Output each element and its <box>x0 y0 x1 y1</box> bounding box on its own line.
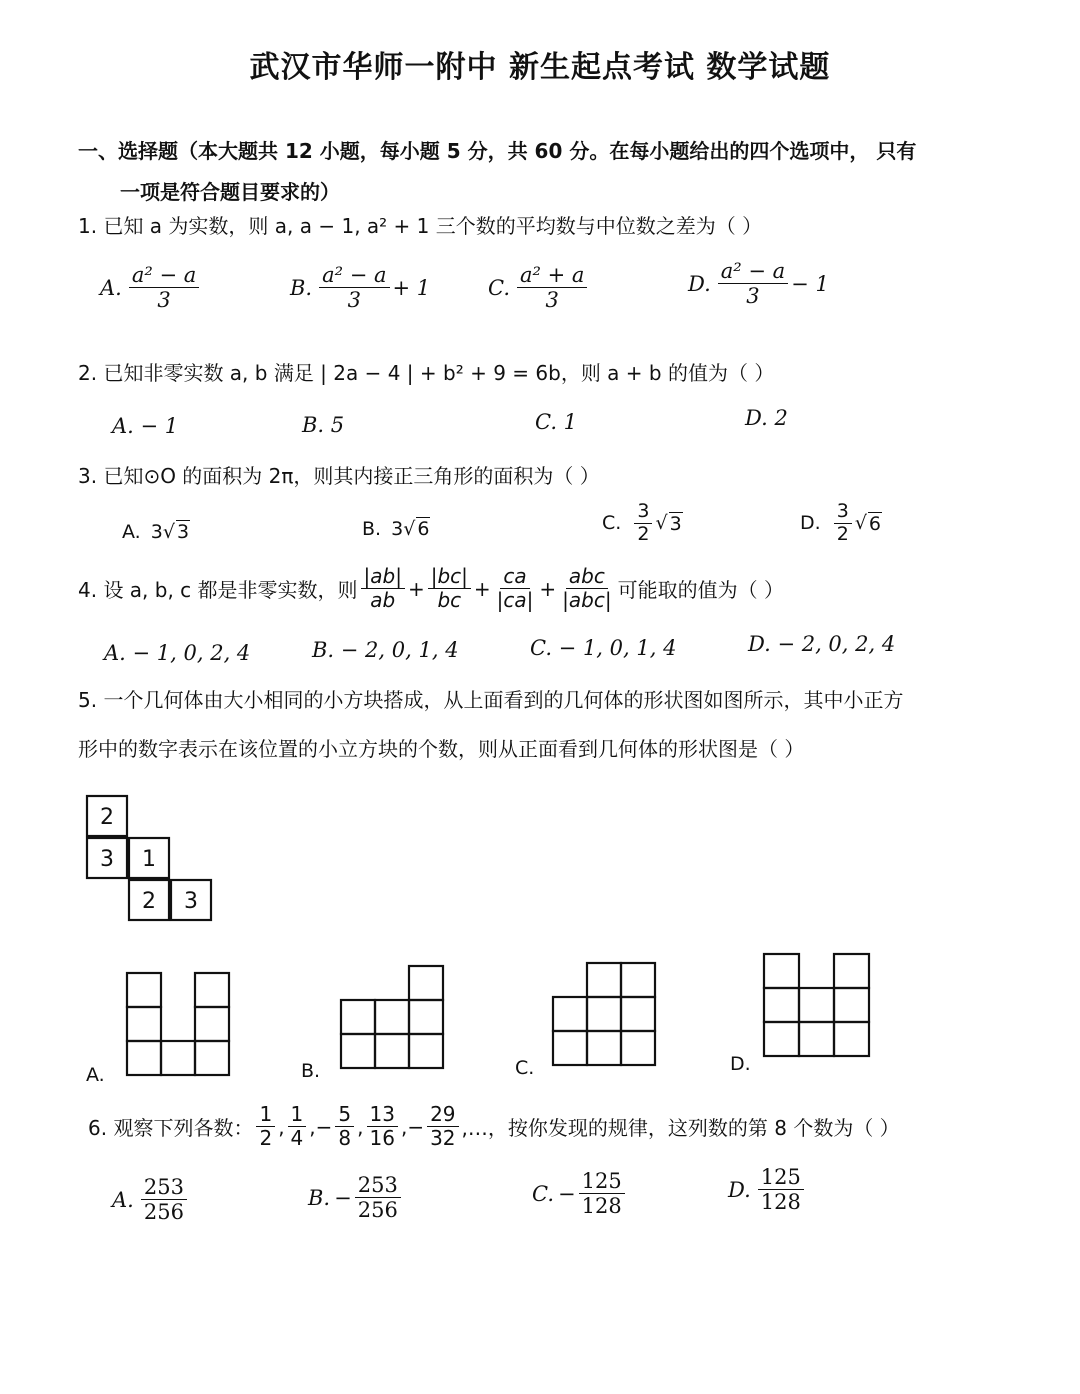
comma: , <box>400 1114 408 1139</box>
q6-prefix: 6. 观察下列各数： <box>88 1116 254 1140</box>
q4-suffix: 可能取的值为（ ） <box>617 578 784 602</box>
q5-option-d-figure[interactable] <box>761 951 873 1061</box>
q5-stem-line2: 形中的数字表示在该位置的小立方块的个数，则从正面看到几何体的形状图是（ ） <box>78 737 805 761</box>
option-letter: A. <box>100 275 122 300</box>
cube-face <box>195 973 229 1007</box>
section-heading-line1: 一、选择题（本大题共 12 小题，每小题 5 分，共 60 分。在每小题给出的四个选项中， 只有 <box>78 139 917 163</box>
numerator: 13 <box>367 1104 398 1127</box>
q1-option-b[interactable] <box>290 264 430 311</box>
q3-option-d[interactable] <box>800 502 882 545</box>
numerator: 3 <box>834 502 852 524</box>
cube-face <box>834 1022 869 1056</box>
q4-prefix: 4. 设 a, b, c 都是非零实数，则 <box>78 578 358 602</box>
denominator: 8 <box>338 1126 352 1150</box>
cube-face <box>127 1041 161 1075</box>
minus-sign: − <box>315 1114 333 1139</box>
denominator: 128 <box>760 1190 801 1215</box>
minus-sign: − <box>558 1181 576 1206</box>
q5-option-c-label[interactable]: C. <box>515 1057 535 1079</box>
top-view-count: 1 <box>142 847 156 872</box>
q2-stem: 2. 已知非零实数 a, b 满足 | 2a − 4 | + b² + 9 = 6b，则 a + b 的值为（ ） <box>78 361 775 385</box>
q2-option-d[interactable]: D. 2 <box>745 406 788 430</box>
cube-face <box>764 1022 799 1056</box>
option-letter: B. <box>362 517 382 540</box>
cube-face <box>621 963 655 997</box>
sequence-term <box>367 1104 398 1149</box>
sequence-term <box>256 1104 275 1149</box>
sqrt-sign: √ <box>854 512 867 535</box>
denominator: 16 <box>369 1126 395 1150</box>
top-view-count: 3 <box>100 847 114 872</box>
q3-stem: 3. 已知⊙O 的面积为 2π，则其内接正三角形的面积为（ ） <box>78 464 600 488</box>
cube-face <box>161 1041 195 1075</box>
comma: , <box>309 1114 316 1139</box>
fraction <box>634 502 652 545</box>
fraction <box>129 264 199 311</box>
sqrt-sign: √ <box>162 520 175 543</box>
numerator: |bc| <box>428 566 471 589</box>
cube-face <box>409 1034 443 1068</box>
numerator: a² − a <box>319 264 389 288</box>
numerator: a² − a <box>718 260 788 284</box>
sequence-term <box>335 1104 354 1149</box>
q5-option-a-label[interactable]: A. <box>86 1064 105 1086</box>
cube-face <box>375 1000 409 1034</box>
numerator: 253 <box>141 1176 187 1200</box>
coefficient: 3 <box>150 520 163 543</box>
numerator: a² + a <box>517 264 587 288</box>
top-view-count: 2 <box>142 889 156 914</box>
q4-option-a[interactable]: A. − 1, 0, 2, 4 <box>104 641 251 665</box>
q5-option-d-label[interactable]: D. <box>730 1053 751 1075</box>
q5-option-a-figure[interactable] <box>124 970 234 1080</box>
denominator: ab <box>370 588 396 612</box>
cube-face <box>834 988 869 1022</box>
denominator: 2 <box>836 522 849 545</box>
minus-sign: − <box>407 1114 425 1139</box>
cube-face <box>341 1000 375 1034</box>
fraction <box>579 1170 625 1217</box>
radicand: 3 <box>176 521 190 543</box>
fraction-ca <box>494 566 537 611</box>
fraction <box>718 260 788 307</box>
section-heading-line2: 一项是符合题目要求的） <box>120 180 340 204</box>
page-title: 武汉市华师一附中 新生起点考试 数学试题 <box>249 50 831 85</box>
cube-face <box>195 1007 229 1041</box>
option-letter: C. <box>488 275 510 300</box>
fraction <box>355 1174 401 1221</box>
q6-option-d[interactable] <box>728 1166 807 1213</box>
denominator: |ca| <box>496 588 534 612</box>
numerator: a² − a <box>129 264 199 288</box>
numerator: 3 <box>634 502 652 524</box>
comma: , <box>357 1114 364 1139</box>
q1-stem: 1. 已知 a 为实数，则 a, a − 1, a² + 1 三个数的平均数与中位数之差为（ ） <box>78 214 763 238</box>
denominator: 256 <box>143 1200 184 1225</box>
sequence-term <box>427 1104 458 1149</box>
option-letter: D. <box>728 1177 751 1202</box>
option-tail: − 1 <box>791 271 829 296</box>
option-letter: D. <box>800 512 821 535</box>
q5-option-b-figure[interactable] <box>338 963 446 1073</box>
q2-option-c[interactable]: C. 1 <box>535 410 578 434</box>
denominator: 4 <box>290 1126 304 1150</box>
option-letter: A. <box>122 520 141 543</box>
denominator: |abc| <box>562 588 612 612</box>
radicand: 6 <box>868 512 882 535</box>
fraction <box>517 264 587 311</box>
q5-option-b-label[interactable]: B. <box>301 1060 321 1082</box>
fraction <box>834 502 852 545</box>
q1-option-a[interactable] <box>100 264 202 311</box>
denominator: 32 <box>430 1126 456 1150</box>
cube-face <box>764 988 799 1022</box>
top-view-count: 3 <box>184 889 198 914</box>
q4-option-d[interactable]: D. − 2, 0, 2, 4 <box>748 632 896 656</box>
q2-option-b[interactable]: B. 5 <box>302 413 345 437</box>
cube-face <box>409 966 443 1000</box>
q6-stem <box>88 1104 900 1149</box>
denominator: 2 <box>259 1126 273 1150</box>
cube-face <box>621 1031 655 1065</box>
option-letter: D. <box>688 271 711 296</box>
fraction-bc <box>428 566 471 611</box>
q5-option-c-figure[interactable] <box>550 960 660 1070</box>
cube-face <box>195 1041 229 1075</box>
cube-face <box>553 1031 587 1065</box>
denominator: 3 <box>157 288 171 313</box>
denominator: 256 <box>357 1198 398 1223</box>
coefficient: 3 <box>391 517 404 540</box>
q6-suffix: ,…，按你发现的规律，这列数的第 8 个数为（ ） <box>461 1116 900 1140</box>
cube-face <box>341 1034 375 1068</box>
sqrt-sign: √ <box>403 517 416 540</box>
plus-sign: + <box>539 576 557 601</box>
denominator: 128 <box>581 1194 622 1219</box>
q6-option-c[interactable] <box>532 1170 628 1217</box>
q1-option-c[interactable] <box>488 264 590 311</box>
denominator: bc <box>437 588 462 612</box>
minus-sign: − <box>334 1185 352 1210</box>
cube-face <box>127 973 161 1007</box>
top-view-count: 2 <box>100 805 114 830</box>
comma: , <box>278 1114 285 1139</box>
option-letter: B. <box>290 275 313 300</box>
option-letter: C. <box>602 512 622 535</box>
cube-face <box>553 997 587 1031</box>
numerator: 1 <box>256 1104 275 1127</box>
q4-option-b[interactable]: B. − 2, 0, 1, 4 <box>312 638 459 662</box>
fraction <box>758 1166 804 1213</box>
numerator: 125 <box>758 1166 804 1190</box>
radicand: 3 <box>669 512 682 535</box>
cube-face <box>621 997 655 1031</box>
numerator: |ab| <box>361 566 405 589</box>
fraction-abc <box>559 566 614 611</box>
cube-face <box>127 1007 161 1041</box>
q4-stem <box>78 566 784 611</box>
plus-sign: + <box>473 576 491 601</box>
q6-option-a[interactable] <box>112 1176 190 1223</box>
radicand: 6 <box>417 518 430 540</box>
option-letter: A. <box>112 1187 134 1212</box>
option-tail: + 1 <box>392 275 431 300</box>
fraction-ab <box>361 566 405 611</box>
q3-option-a[interactable] <box>122 520 190 543</box>
denominator: 3 <box>347 288 361 313</box>
numerator: 1 <box>288 1104 307 1127</box>
cube-face <box>799 988 834 1022</box>
option-letter: B. <box>308 1185 331 1210</box>
top-view-grid <box>84 793 218 925</box>
q5-stem-line1: 5. 一个几何体由大小相同的小方块搭成，从上面看到的几何体的形状图如图所示，其中小正方 <box>78 688 904 712</box>
q3-option-b[interactable] <box>362 517 430 540</box>
numerator: 125 <box>579 1170 625 1194</box>
cube-face <box>764 954 799 988</box>
cube-face <box>409 1000 443 1034</box>
numerator: 253 <box>355 1174 401 1198</box>
q4-option-c[interactable]: C. − 1, 0, 1, 4 <box>530 636 677 660</box>
fraction <box>319 264 389 311</box>
q2-option-a[interactable]: A. − 1 <box>112 414 179 438</box>
numerator: abc <box>566 566 608 589</box>
q1-option-d[interactable] <box>688 260 829 307</box>
cube-face <box>375 1034 409 1068</box>
sqrt-sign: √ <box>655 512 668 535</box>
denominator: 3 <box>545 288 559 313</box>
cube-face <box>587 963 621 997</box>
fraction <box>141 1176 187 1223</box>
q3-option-c[interactable] <box>602 502 683 545</box>
option-letter: C. <box>532 1181 554 1206</box>
cube-face <box>587 1031 621 1065</box>
denominator: 2 <box>637 522 650 545</box>
numerator: ca <box>500 566 529 589</box>
cube-face <box>834 954 869 988</box>
denominator: 3 <box>746 284 760 309</box>
numerator: 29 <box>427 1104 458 1127</box>
plus-sign: + <box>407 576 425 601</box>
q6-option-b[interactable] <box>308 1174 404 1221</box>
numerator: 5 <box>335 1104 354 1127</box>
sequence-term <box>288 1104 307 1149</box>
cube-face <box>587 997 621 1031</box>
cube-face <box>799 1022 834 1056</box>
